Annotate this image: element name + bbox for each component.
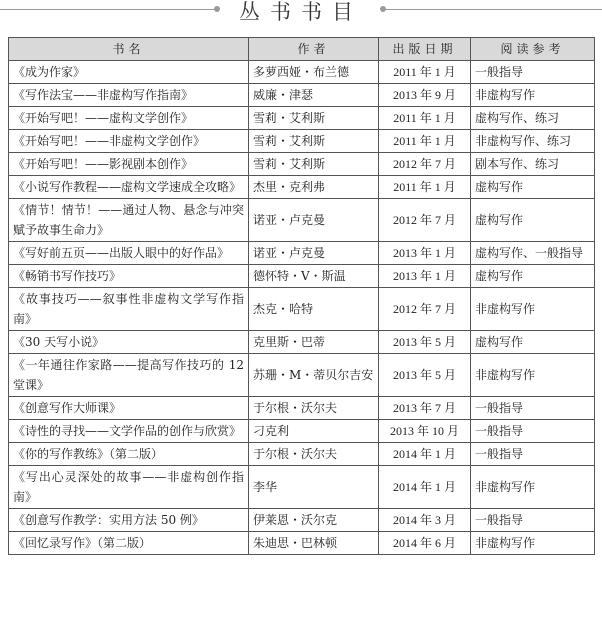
book-reading-ref: 虚构写作: [471, 265, 595, 288]
book-title: 《写作法宝——非虚构写作指南》: [9, 84, 249, 107]
book-title: 《开始写吧！——影视剧本创作》: [9, 153, 249, 176]
book-list-table: [8, 37, 595, 555]
book-pub-date: 2011 年 1 月: [379, 61, 471, 84]
table-row: [9, 84, 595, 107]
book-pub-date: 2013 年 1 月: [379, 242, 471, 265]
book-pub-date: 2011 年 1 月: [379, 176, 471, 199]
book-pub-date: 2013 年 5 月: [379, 354, 471, 397]
book-title: 《情节！情节！——通过人物、悬念与冲突赋予故事生命力》: [9, 199, 249, 242]
book-author: 多萝西娅・布兰德: [249, 61, 379, 84]
book-author: 克里斯・巴蒂: [249, 331, 379, 354]
book-pub-date: 2012 年 7 月: [379, 153, 471, 176]
table-row: [9, 107, 595, 130]
page-header: [0, 0, 602, 26]
book-author: 诺亚・卢克曼: [249, 199, 379, 242]
table-row: [9, 130, 595, 153]
book-title: 《创意写作教学：实用方法 50 例》: [9, 509, 249, 532]
book-author: 雪莉・艾利斯: [249, 107, 379, 130]
book-reading-ref: 非虚构写作、练习: [471, 130, 595, 153]
book-title: 《创意写作大师课》: [9, 397, 249, 420]
book-pub-date: 2014 年 1 月: [379, 443, 471, 466]
table-row: [9, 532, 595, 555]
book-author: 于尔根・沃尔夫: [249, 397, 379, 420]
book-pub-date: 2014 年 6 月: [379, 532, 471, 555]
book-title: 《成为作家》: [9, 61, 249, 84]
book-reading-ref: 虚构写作: [471, 331, 595, 354]
table-row: [9, 397, 595, 420]
column-header-author: 作者: [249, 38, 379, 61]
book-reading-ref: 一般指导: [471, 397, 595, 420]
book-title: 《写出心灵深处的故事——非虚构创作指南》: [9, 466, 249, 509]
book-title: 《开始写吧！——虚构文学创作》: [9, 107, 249, 130]
book-title: 《回忆录写作》（第二版）: [9, 532, 249, 555]
table-row: [9, 443, 595, 466]
book-title: 《30 天写小说》: [9, 331, 249, 354]
book-pub-date: 2011 年 1 月: [379, 130, 471, 153]
book-author: 诺亚・卢克曼: [249, 242, 379, 265]
book-author: 刁克利: [249, 420, 379, 443]
book-author: 伊莱恩・沃尔克: [249, 509, 379, 532]
table-row: [9, 199, 595, 242]
book-author: 朱迪思・巴林顿: [249, 532, 379, 555]
book-reading-ref: 虚构写作、练习: [471, 107, 595, 130]
header-rule-right: [382, 9, 602, 10]
book-reading-ref: 非虚构写作: [471, 466, 595, 509]
book-reading-ref: 一般指导: [471, 509, 595, 532]
book-author: 李华: [249, 466, 379, 509]
table-row: [9, 420, 595, 443]
book-pub-date: 2012 年 7 月: [379, 199, 471, 242]
column-header-title: 书名: [9, 38, 249, 61]
table-row: [9, 176, 595, 199]
book-pub-date: 2013 年 10 月: [379, 420, 471, 443]
table-row: [9, 509, 595, 532]
book-author: 雪莉・艾利斯: [249, 130, 379, 153]
table-row: [9, 466, 595, 509]
book-pub-date: 2012 年 7 月: [379, 288, 471, 331]
book-pub-date: 2014 年 1 月: [379, 466, 471, 509]
book-author: 于尔根・沃尔夫: [249, 443, 379, 466]
book-author: 杰克・哈特: [249, 288, 379, 331]
book-title: 《畅销书写作技巧》: [9, 265, 249, 288]
table-row: [9, 242, 595, 265]
book-reading-ref: 非虚构写作: [471, 532, 595, 555]
book-pub-date: 2013 年 5 月: [379, 331, 471, 354]
table-row: [9, 288, 595, 331]
book-title: 《小说写作教程——虚构文学速成全攻略》: [9, 176, 249, 199]
table-row: [9, 331, 595, 354]
header-ornament-left: [214, 6, 220, 12]
header-rule-left: [0, 9, 218, 10]
book-reading-ref: 虚构写作: [471, 176, 595, 199]
book-author: 德怀特・V・斯温: [249, 265, 379, 288]
book-pub-date: 2014 年 3 月: [379, 509, 471, 532]
table-row: [9, 61, 595, 84]
book-author: 杰里・克利弗: [249, 176, 379, 199]
table-row: [9, 153, 595, 176]
book-reading-ref: 非虚构写作: [471, 354, 595, 397]
table-header-row: [9, 38, 595, 61]
book-title: 《开始写吧！——非虚构文学创作》: [9, 130, 249, 153]
book-author: 威廉・津瑟: [249, 84, 379, 107]
book-reading-ref: 剧本写作、练习: [471, 153, 595, 176]
column-header-date: 出版日期: [379, 38, 471, 61]
book-reading-ref: 一般指导: [471, 420, 595, 443]
book-reading-ref: 一般指导: [471, 443, 595, 466]
table-row: [9, 354, 595, 397]
table-row: [9, 265, 595, 288]
page-title: 丛书书目: [239, 0, 363, 24]
book-author: 苏珊・M・蒂贝尔吉安: [249, 354, 379, 397]
book-author: 雪莉・艾利斯: [249, 153, 379, 176]
column-header-reference: 阅读参考: [471, 38, 595, 61]
book-title: 《诗性的寻找——文学作品的创作与欣赏》: [9, 420, 249, 443]
book-pub-date: 2013 年 1 月: [379, 265, 471, 288]
book-reading-ref: 虚构写作: [471, 199, 595, 242]
book-reading-ref: 虚构写作、一般指导: [471, 242, 595, 265]
book-reading-ref: 非虚构写作: [471, 288, 595, 331]
book-reading-ref: 非虚构写作: [471, 84, 595, 107]
book-reading-ref: 一般指导: [471, 61, 595, 84]
book-title: 《一年通往作家路——提高写作技巧的 12 堂课》: [9, 354, 249, 397]
book-pub-date: 2013 年 7 月: [379, 397, 471, 420]
book-title: 《写好前五页——出版人眼中的好作品》: [9, 242, 249, 265]
book-pub-date: 2011 年 1 月: [379, 107, 471, 130]
book-title: 《故事技巧——叙事性非虚构文学写作指南》: [9, 288, 249, 331]
book-pub-date: 2013 年 9 月: [379, 84, 471, 107]
book-title: 《你的写作教练》（第二版）: [9, 443, 249, 466]
